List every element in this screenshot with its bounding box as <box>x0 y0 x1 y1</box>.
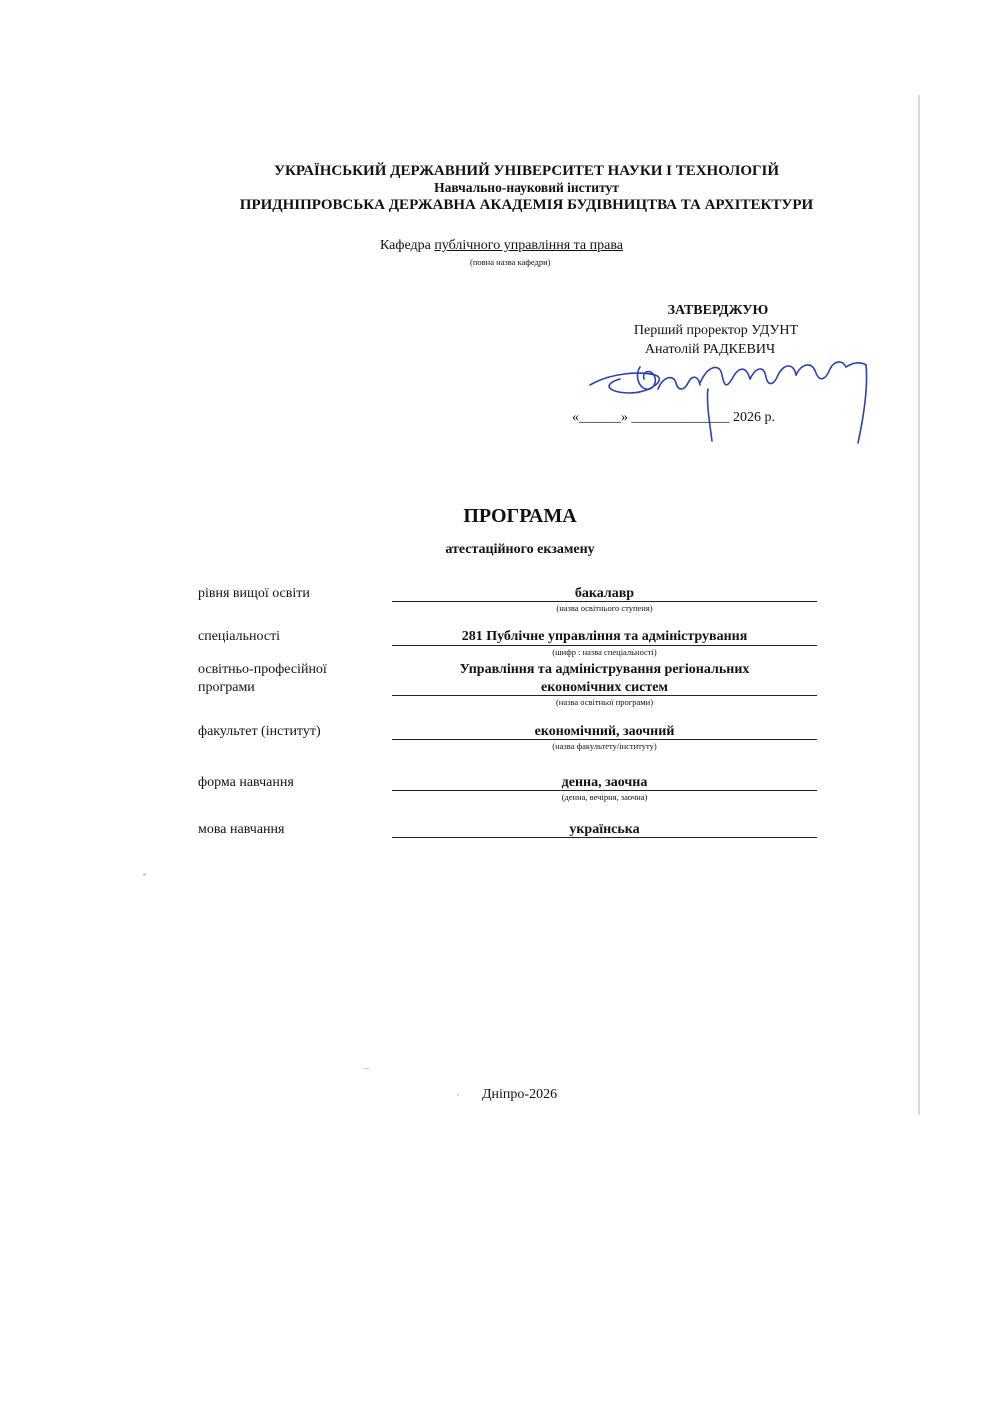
approval-name: Анатолій РАДКЕВИЧ <box>644 342 776 357</box>
field-hint-level: (назва освітнього ступеня) <box>556 603 653 613</box>
department-line <box>380 238 623 254</box>
field-underline <box>392 837 817 838</box>
field-underline <box>392 790 817 791</box>
field-label-specialty: спеціальності <box>198 629 281 644</box>
university-name: УКРАЇНСЬКИЙ ДЕРЖАВНИЙ УНІВЕРСИТЕТ НАУКИ І ТЕХНОЛОГІЙ <box>273 163 780 179</box>
scan-speck <box>362 1068 370 1069</box>
field-value-program: Управління та адміністрування регіональних економічних систем <box>459 662 750 695</box>
scan-speck <box>143 873 146 876</box>
field-label-study-form: форма навчання <box>198 775 294 790</box>
field-value-language: українська <box>569 822 640 837</box>
approval-title: ЗАТВЕРДЖУЮ <box>667 303 769 318</box>
department-prefix: Кафедра <box>380 238 431 253</box>
approval-position: Перший проректор УДУНТ <box>633 323 799 338</box>
field-label-faculty: факультет (інститут) <box>198 724 321 739</box>
field-underline <box>392 601 817 602</box>
approval-date-line: «______» ______________ 2026 р. <box>572 410 775 425</box>
field-label-program: освітньо-професійної програми <box>198 662 327 695</box>
document-subtitle: атестаційного екзамену <box>445 542 595 557</box>
scan-speck <box>457 1094 459 1096</box>
field-hint-program: (назва освітньої програми) <box>555 697 654 707</box>
field-label-language: мова навчання <box>198 822 285 837</box>
document-title: ПРОГРАМА <box>463 505 577 527</box>
field-value-faculty: економічний, заочний <box>534 724 675 739</box>
signature-image <box>580 345 880 450</box>
department-hint: (повна назва кафедри) <box>470 257 551 267</box>
field-label-level: рівня вищої освіти <box>198 586 310 601</box>
field-hint-faculty: (назва факультету/інституту) <box>552 741 657 751</box>
city-year: Дніпро-2026 <box>482 1087 558 1102</box>
field-underline <box>392 695 817 696</box>
department-name: публічного управління та права <box>434 238 623 253</box>
field-hint-specialty: (шифр : назва спеціальності) <box>552 647 657 657</box>
field-value-study-form: денна, заочна <box>561 775 648 790</box>
field-value-specialty: 281 Публічне управління та адміністрування <box>461 629 748 644</box>
field-hint-study-form: (денна, вечірня, заочна) <box>561 792 648 802</box>
institute-label: Навчально-науковий інститут <box>434 180 619 195</box>
field-underline <box>392 739 817 740</box>
field-underline <box>392 645 817 646</box>
academy-name: ПРИДНІПРОВСЬКА ДЕРЖАВНА АКАДЕМІЯ БУДІВНИЦТВА ТА АРХІТЕКТУРИ <box>239 197 814 213</box>
scan-edge-line <box>918 95 920 1115</box>
field-value-level: бакалавр <box>574 586 635 601</box>
